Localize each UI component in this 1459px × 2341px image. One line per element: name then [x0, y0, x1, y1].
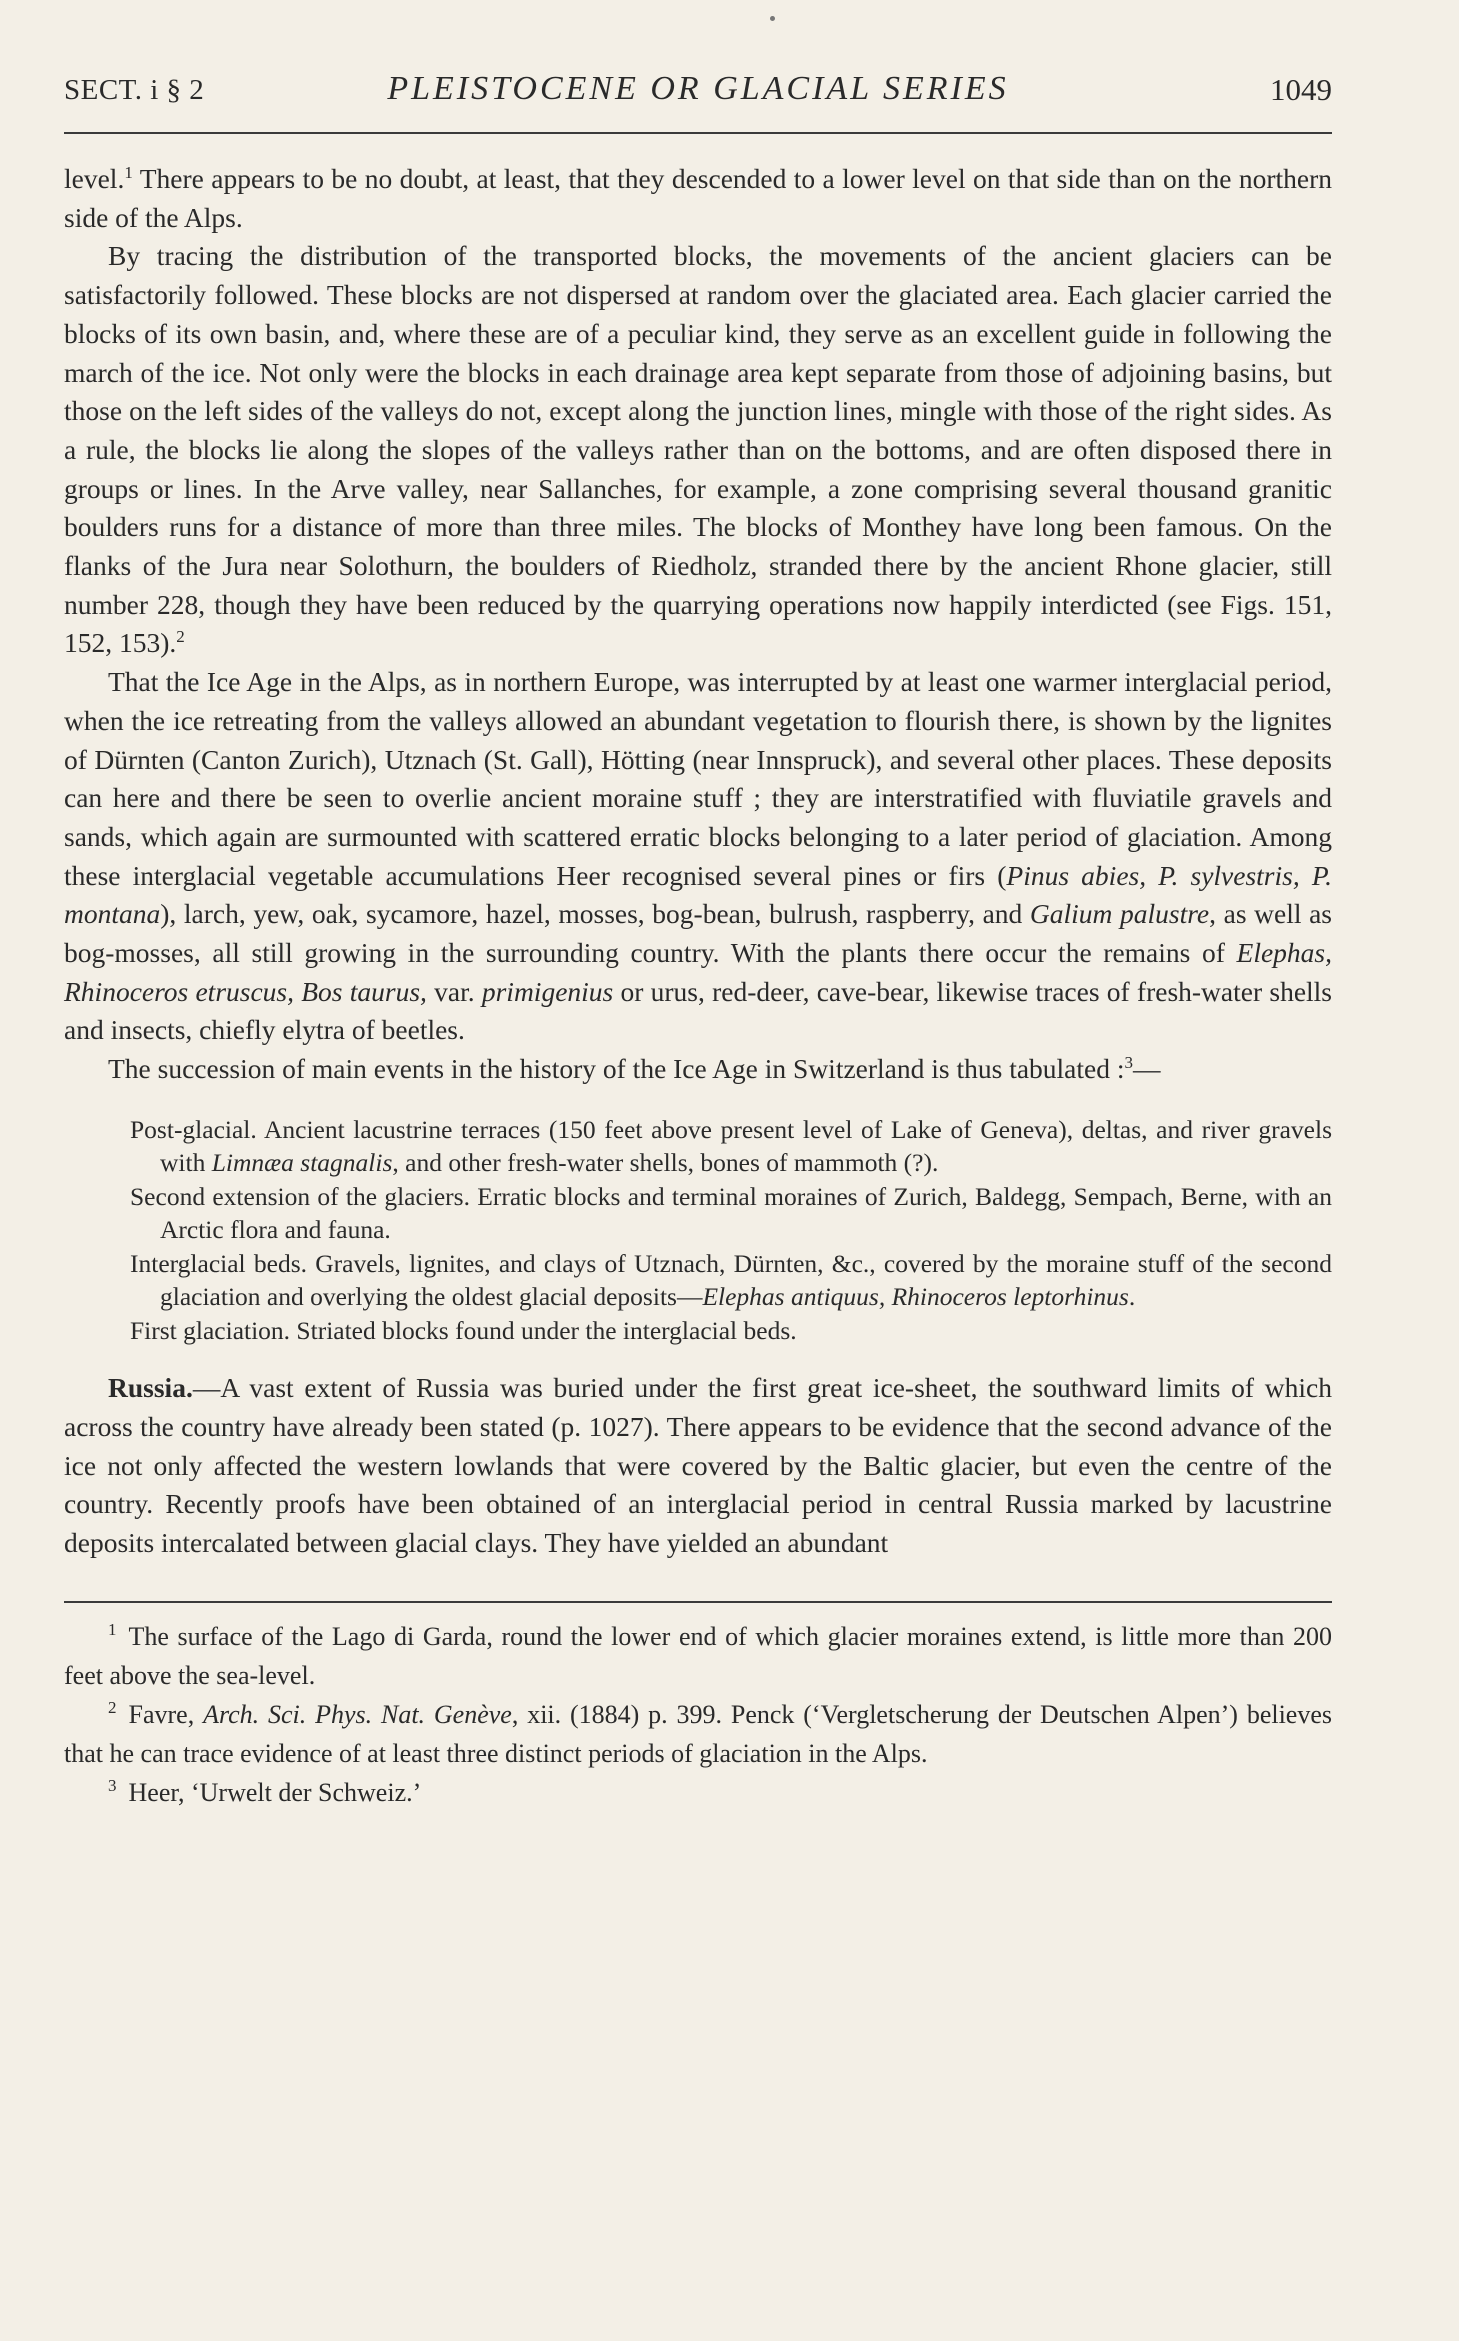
paragraph-4: The succession of main events in the history of the Ice Age in Switzerland is thus tabulated :$^3$— — [108, 1053, 1161, 1085]
table-row: Second extension of the glaciers. Erratic blocks and terminal moraines of Zurich, Baldegg, Sempach, Berne, with an Arctic flora and fauna. — [130, 1181, 1332, 1245]
running-header — [64, 62, 1332, 110]
page — [64, 62, 1332, 1812]
russia-paragraph: Russia.—A vast extent of Russia was buried under the first great ice-sheet, the southward limits of which across the country have already been stated (p. 1027). There appears to be evidence that the second advance of the ice not only affected the western lowlands that were covered by the Baltic glacier, but even the centre of the country. Recently proofs have been obtained of an interglacial period in central Russia marked by lacustrine deposits intercalated between glacial clays. They have yielded an abundant — [64, 1372, 1332, 1559]
body-text — [64, 160, 1332, 1563]
russia-heading: Russia. — [108, 1372, 193, 1404]
paragraph-1: level.$^1$ There appears to be no doubt, at least, that they descended to a lower level on that side than on the northern side of the Alps. — [64, 162, 1332, 233]
table-row: Interglacial beds. Gravels, lignites, and clays of Utznach, Dürnten, &c., covered by the moraine stuff of the second glaciation and overlying the oldest glacial deposits—Elephas antiquus, Rhinoceros leptorhinus. — [130, 1248, 1332, 1312]
table-row: Post-glacial. Ancient lacustrine terraces (150 feet above present level of Lake of Geneva), deltas, and river gravels with Limnæa stagnalis, and other fresh-water shells, bones of mammoth (?). — [130, 1114, 1332, 1178]
printer-dot — [770, 16, 775, 21]
page-number: 1049 — [1270, 72, 1332, 107]
succession-table — [130, 1113, 1332, 1348]
paragraph-2: By tracing the distribution of the transported blocks, the movements of the ancient glaciers can be satisfactorily followed. These blocks are not dispersed at random over the glaciated area. Each glacier carried the blocks of its own basin, and, where these are of a peculiar kind, they serve as an excellent guide in following the march of the ice. Not only were the blocks in each drainage area kept separate from those of adjoining basins, but those on the left sides of the valleys do not, except along the junction lines, mingle with those of the right sides. As a rule, the blocks lie along the slopes of the valleys rather than on the bottoms, and are often disposed there in groups or lines. In the Arve valley, near Sallanches, for example, a zone comprising several thousand granitic boulders runs for a distance of more than three miles. The blocks of Monthey have long been famous. On the flanks of the Jura near Solothurn, the boulders of Riedholz, stranded there by the ancient Rhone glacier, still number 228, though they have been reduced by the quarrying operations now happily interdicted (see Figs. 151, 152, 153).$^2$ — [64, 240, 1332, 659]
footnote-rule — [64, 1601, 1332, 1603]
paragraph-3: That the Ice Age in the Alps, as in northern Europe, was interrupted by at least one warmer interglacial period, when the ice retreating from the valleys allowed an abundant vegetation to flourish there, is shown by the lignites of Dürnten (Canton Zurich), Utznach (St. Gall), Hötting (near Innspruck), and several other places. These deposits can here and there be seen to overlie ancient moraine stuff ; they are interstratified with fluviatile gravels and sands, which again are surmounted with scattered erratic blocks belonging to a later period of glaciation. Among these interglacial vegetable accumulations Heer recognised several pines or firs (Pinus abies, P. sylvestris, P. montana), larch, yew, oak, sycamore, hazel, mosses, bog-bean, bulrush, raspberry, and Galium palustre, as well as bog-mosses, all still growing in the surrounding country. With the plants there occur the remains of Elephas, Rhinoceros etruscus, Bos taurus, var. primigenius or urus, red-deer, cave-bear, likewise traces of fresh-water shells and insects, chiefly elytra of beetles. — [64, 666, 1333, 1046]
footnote-2: $^2$ Favre, Arch. Sci. Phys. Nat. Genève, xii. (1884) p. 399. Penck (‘Vergletscherung der Deutschen Alpen’) believes that he can trace evidence of at least three distinct periods of glaciation in the Alps. — [64, 1698, 1333, 1768]
footnotes — [64, 1617, 1332, 1812]
footnote-3: $^3$ Heer, ‘Urwelt der Schweiz.’ — [108, 1776, 422, 1807]
running-title: PLEISTOCENE OR GLACIAL SERIES — [387, 70, 1009, 107]
section-label: SECT. i § 2 — [64, 74, 205, 106]
footnote-ref-2[interactable]: 2 — [176, 627, 185, 647]
header-rule — [64, 132, 1332, 134]
footnote-ref-1[interactable]: 1 — [124, 162, 133, 182]
footnote-ref-3[interactable]: 3 — [1124, 1053, 1133, 1073]
table-row: First glaciation. Striated blocks found under the interglacial beds. — [130, 1315, 797, 1345]
footnote-1: $^1$ The surface of the Lago di Garda, round the lower end of which glacier moraines extend, is little more than 200 feet above the sea-level. — [64, 1620, 1332, 1690]
